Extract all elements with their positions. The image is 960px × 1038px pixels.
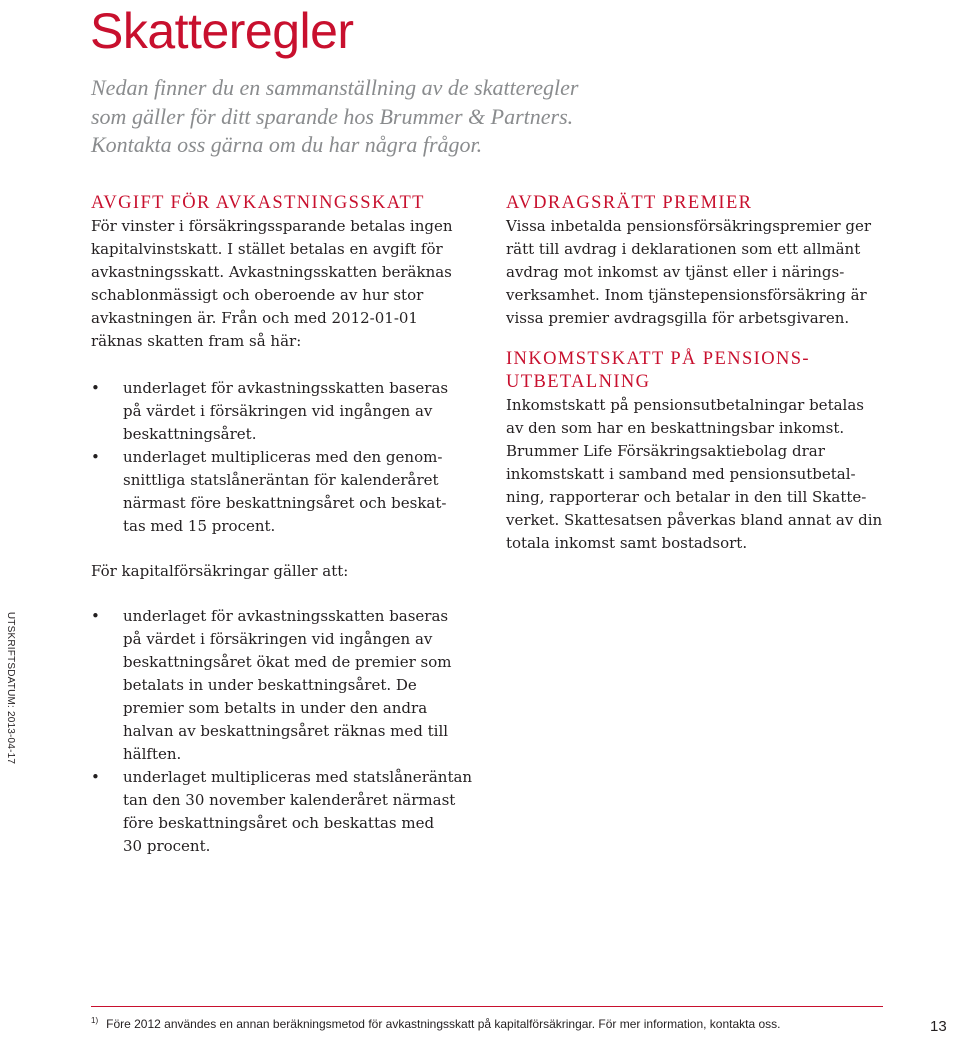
list-item [91,446,491,538]
bullet-icon: • [91,607,100,625]
bullet-icon: • [91,768,100,786]
list-item [91,605,491,766]
text-line: närmast före beskattningsåret och beskat- [123,494,447,512]
heading-avgift-avkastningsskatt: AVGIFT FÖR AVKASTNINGSSKATT [91,193,425,213]
bullet-icon: • [91,448,100,466]
text-line: snittliga statslåneräntan för kalenderåret [123,471,439,489]
footnote-marker: 1) [91,1016,99,1025]
text-line: underlaget multipliceras med den genom- [123,448,443,466]
text-line: För vinster i försäkringssparande betalas ingen [91,217,453,235]
text-line: totala inkomst samt bostadsort. [506,534,748,552]
paragraph-inkomstskatt [506,394,906,555]
text-line: beskattningsåret ökat med de premier som [123,653,452,671]
footnote-text: Före 2012 användes en annan beräkningsmetod för avkastningsskatt på kapitalförsäkringar. För mer information, kontakta oss. [106,1017,781,1031]
text-line: på värdet i försäkringen vid ingången av [123,402,433,420]
bullet-list-rules [91,377,491,538]
list-item [91,377,491,446]
bullet-list-kapitalforsakringar [91,605,491,858]
text-line: verksamhet. Inom tjänstepensionsförsäkring är [506,286,867,304]
text-line: avkastningsskatt. Avkastningsskatten beräknas [91,263,452,281]
paragraph-kapitalforsakringar [91,560,491,583]
heading-line: INKOMSTSKATT PÅ PENSIONS- [506,349,810,369]
footnote-divider [91,1006,883,1007]
text-line: 30 procent. [123,837,211,855]
footnote [91,1013,871,1032]
text-line: För kapitalförsäkringar gäller att: [91,562,349,580]
right-column [506,192,906,555]
text-line: beskattningsåret. [123,425,257,443]
text-line: premier som betalts in under den andra [123,699,428,717]
text-line: rätt till avdrag i deklarationen som ett allmänt [506,240,861,258]
text-line: verket. Skattesatsen påverkas bland annat av din [506,511,883,529]
text-line: på värdet i försäkringen vid ingången av [123,630,433,648]
text-line: kapitalvinstskatt. I stället betalas en avgift för [91,240,443,258]
bullet-icon: • [91,379,100,397]
page-title: Skatteregler [90,3,354,59]
paragraph-avdragsratt [506,215,906,330]
text-line: avkastningen är. Från och med 2012-01-01 [91,309,418,327]
text-line: underlaget multipliceras med statslåneräntan [123,768,473,786]
page-number: 13 [930,1018,947,1035]
text-line: före beskattningsåret och beskattas med [123,814,435,832]
intro-line: som gäller för ditt sparande hos Brummer & Partners. [91,103,574,129]
heading-inkomstskatt-pension [506,348,906,394]
text-line: hälften. [123,745,182,763]
text-line: vissa premier avdragsgilla för arbetsgivaren. [506,309,850,327]
intro-line: Nedan finner du en sammanställning av de skatteregler [91,75,579,100]
text-line: betalats in under beskattningsåret. De [123,676,417,694]
text-line: inkomstskatt i samband med pensionsutbetal- [506,465,856,483]
print-date-label: UTSKRIFTSDATUM: 2013-04-17 [5,611,16,765]
text-line: Vissa inbetalda pensionsförsäkringspremier ger [506,217,872,235]
heading-avdragsratt-premier: AVDRAGSRÄTT PREMIER [506,193,753,213]
text-line: schablonmässigt och oberoende av hur stor [91,286,424,304]
paragraph-avkastningsskatt [91,215,491,353]
left-column [91,192,491,858]
text-line: räknas skatten fram så här: [91,332,302,350]
intro-line: Kontakta oss gärna om du har några frågor. [91,132,483,157]
text-line: Inkomstskatt på pensionsutbetalningar betalas [506,396,864,414]
text-line: ning, rapporterar och betalar in den till Skatte- [506,488,867,506]
text-line: Brummer Life Försäkringsaktiebolag drar [506,442,825,460]
text-line: halvan av beskattningsåret räknas med till [123,722,449,740]
intro-text [91,74,731,160]
text-line: tan den 30 november kalenderåret närmast [123,791,456,809]
text-line: underlaget för avkastningsskatten baseras [123,379,449,397]
heading-line: UTBETALNING [506,372,651,392]
text-line: tas med 15 procent. [123,517,276,535]
text-line: avdrag mot inkomst av tjänst eller i närings- [506,263,845,281]
text-line: underlaget för avkastningsskatten baseras [123,607,449,625]
text-line: av den som har en beskattningsbar inkomst. [506,419,845,437]
list-item [91,766,491,858]
